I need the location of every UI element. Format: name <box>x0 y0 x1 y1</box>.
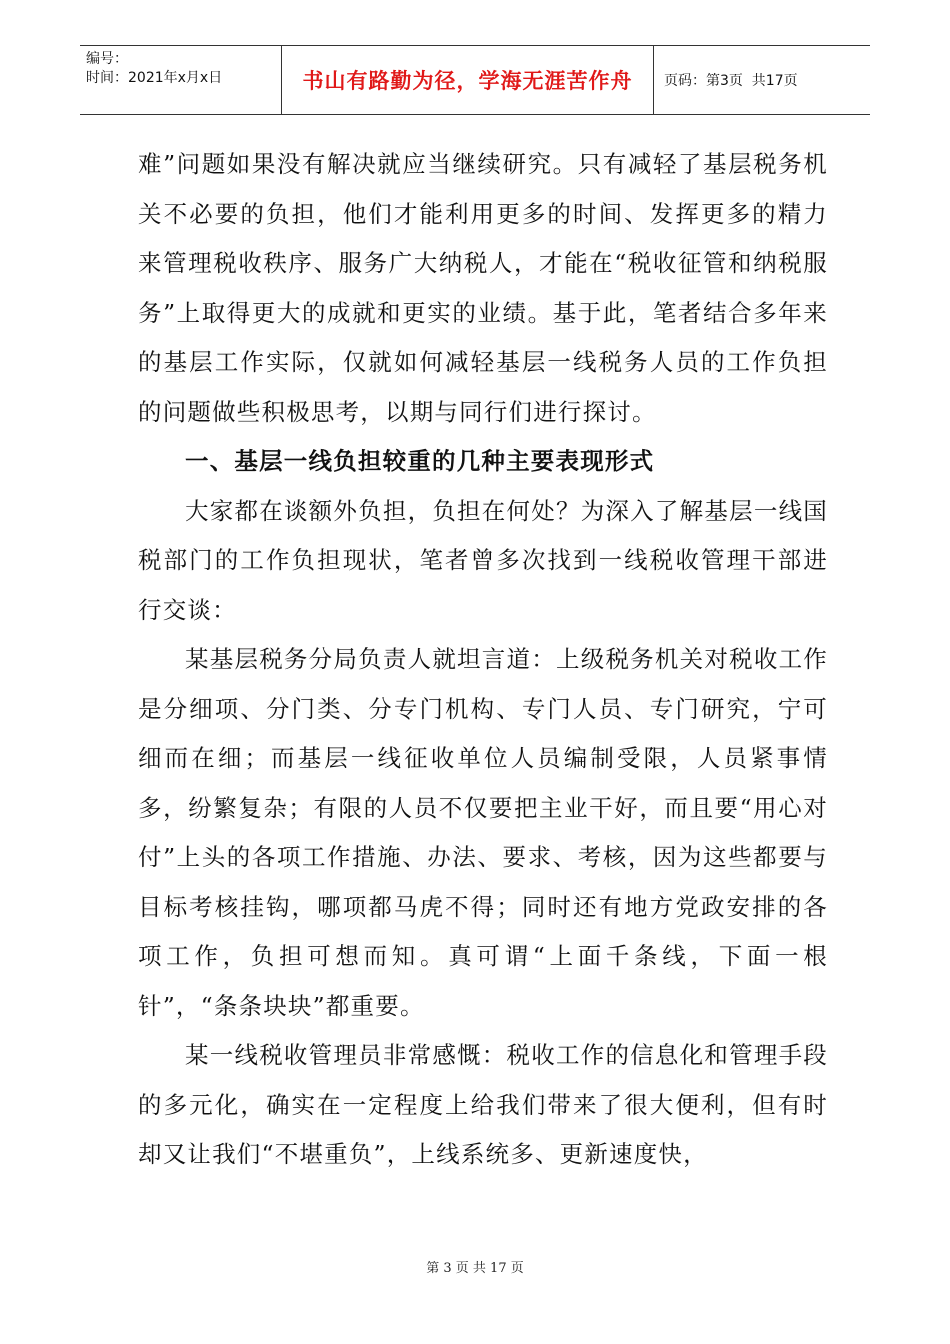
page-header <box>80 45 870 115</box>
header-slogan: 书山有路勤为径，学海无涯苦作舟 <box>282 46 654 114</box>
footer-page-number: 第 3 页 共 17 页 <box>426 1261 524 1276</box>
header-page-info <box>654 46 870 114</box>
paragraph: 某一线税收管理员非常感慨：税收工作的信息化和管理手段的多元化，确实在一定程度上给我们带来了很大便利，但有时却又让我们“不堪重负”，上线系统多、更新速度快， <box>138 1041 828 1168</box>
paragraph: 大家都在谈额外负担，负担在何处？为深入了解基层一线国税部门的工作负担现状，笔者曾多次找到一线税收管理干部进行交谈： <box>138 496 828 624</box>
section-heading: 一、基层一线负担较重的几种主要表现形式 <box>185 447 655 475</box>
page-footer <box>0 1257 950 1276</box>
number-label: 编号： <box>86 51 128 67</box>
time-label: 时间：2021年x月x日 <box>86 70 223 86</box>
header-meta <box>80 46 282 114</box>
document-body <box>138 140 828 1180</box>
paragraph: 难”问题如果没有解决就应当继续研究。只有减轻了基层税务机关不必要的负担，他们才能利用更多的时间、发挥更多的精力来管理税收秩序、服务广大纳税人，才能在“税收征管和纳税服务”上取得更大的成就和更实的业绩。基于此，笔者结合多年来的基层工作实际，仅就如何减轻基层一线税务人员的工作负担的问题做些积极思考，以期与同行们进行探讨。 <box>138 150 828 426</box>
page-label: 页码：第3页 共17页 <box>664 73 798 89</box>
paragraph: 某基层税务分局负责人就坦言道：上级税务机关对税收工作是分细项、分门类、分专门机构、专门人员、专门研究，宁可细而在细；而基层一线征收单位人员编制受限，人员紧事情多，纷繁复杂；有限的人员不仅要把主业干好，而且要“用心对付”上头的各项工作措施、办法、要求、考核，因为这些都要与目标考核挂钩，哪项都马虎不得；同时还有地方党政安排的各项工作，负担可想而知。真可谓“上面千条线，下面一根针”，“条条块块”都重要。 <box>138 645 828 1020</box>
